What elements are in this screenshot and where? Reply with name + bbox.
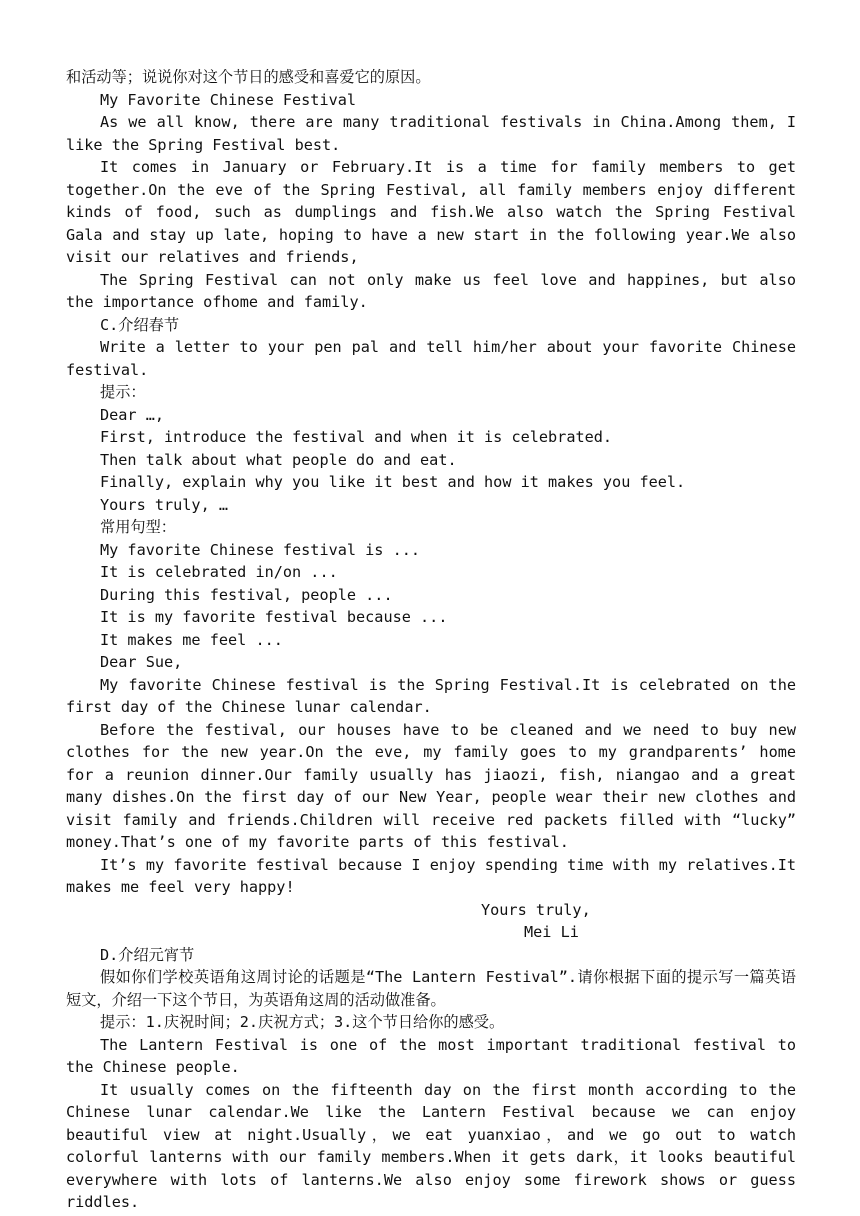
document-page <box>66 66 796 1214</box>
letter-signature: Mei Li <box>524 923 579 941</box>
paragraph: Finally, explain why you like it best and how it makes you feel. <box>100 473 686 491</box>
section-heading: D.介绍元宵节 <box>100 945 195 964</box>
paragraph: It usually comes on the fifteenth day on the first month according to the Chinese lunar calendar.We like the Lantern Festival because we can enjoy beautiful view at night.Usually，we eat yuanxiao，and we go out to watch colorful lanterns with our family members.When it gets dark，it looks beautiful everywhere with lots of lanterns.We also enjoy some firework shows or guess riddles. <box>66 1080 796 1211</box>
paragraph: Dear …, <box>100 405 165 424</box>
paragraph: During this festival, people ... <box>100 585 393 604</box>
paragraph: My favorite Chinese festival is ... <box>100 540 421 559</box>
paragraph: Before the festival, our houses have to be cleaned and we need to buy new clothes for the new year.On the eve, my family goes to my grandparents’ home for a reunion dinner.Our family usually has jiaozi, fish, niangao and a great many dishes.On the first day of our New Year, people wear their new clothes and visit family and friends.Children will receive red packets filled with “lucky” money.That’s one of my favorite parts of this festival. <box>66 720 796 851</box>
paragraph: The Spring Festival can not only make us feel love and happines, but also the importance ofhome and family. <box>66 270 796 311</box>
paragraph: It’s my favorite festival because I enjoy spending time with my relatives.It makes me feel very happy! <box>66 855 796 896</box>
paragraph: It is celebrated in/on ... <box>100 563 338 581</box>
paragraph: As we all know, there are many traditional festivals in China.Among them, I like the Spring Festival best. <box>66 113 796 154</box>
paragraph: It makes me feel ... <box>100 630 283 649</box>
paragraph: Yours truly, … <box>100 495 229 514</box>
hint-label: 提示： <box>100 383 146 401</box>
letter-closing: Yours truly, <box>481 900 591 919</box>
section-heading: C.介绍春节 <box>100 315 180 334</box>
hint-label: 提示：1.庆祝时间；2.庆祝方式；3.这个节日给你的感受。 <box>100 1013 505 1031</box>
paragraph: First, introduce the festival and when it is celebrated. <box>100 428 613 446</box>
letter-greeting: Dear Sue, <box>100 653 183 671</box>
paragraph: My favorite Chinese festival is the Spring Festival.It is celebrated on the first day of the Chinese lunar calendar. <box>66 675 796 716</box>
paragraph: 假如你们学校英语角这周讨论的话题是“The Lantern Festival”.请你根据下面的提示写一篇英语短文，介绍一下这个节日，为英语角这周的活动做准备。 <box>66 968 796 1009</box>
paragraph: The Lantern Festival is one of the most important traditional festival to the Chinese people. <box>66 1035 796 1076</box>
essay-title: My Favorite Chinese Festival <box>100 90 357 109</box>
paragraph: Write a letter to your pen pal and tell him/her about your favorite Chinese festival. <box>66 338 796 379</box>
paragraph: 和活动等；说说你对这个节日的感受和喜爱它的原因。 <box>66 68 431 86</box>
paragraph: It comes in January or February.It is a time for family members to get together.On the eve of the Spring Festival, all family members enjoy different kinds of food, such as dumplings and fish.We also watch the Spring Festival Gala and stay up late, hoping to have a new start in the following year.We also visit our relatives and friends, <box>66 158 796 266</box>
sentence-patterns-label: 常用句型： <box>100 518 176 536</box>
paragraph: Then talk about what people do and eat. <box>100 450 457 469</box>
paragraph: It is my favorite festival because ... <box>100 608 448 626</box>
